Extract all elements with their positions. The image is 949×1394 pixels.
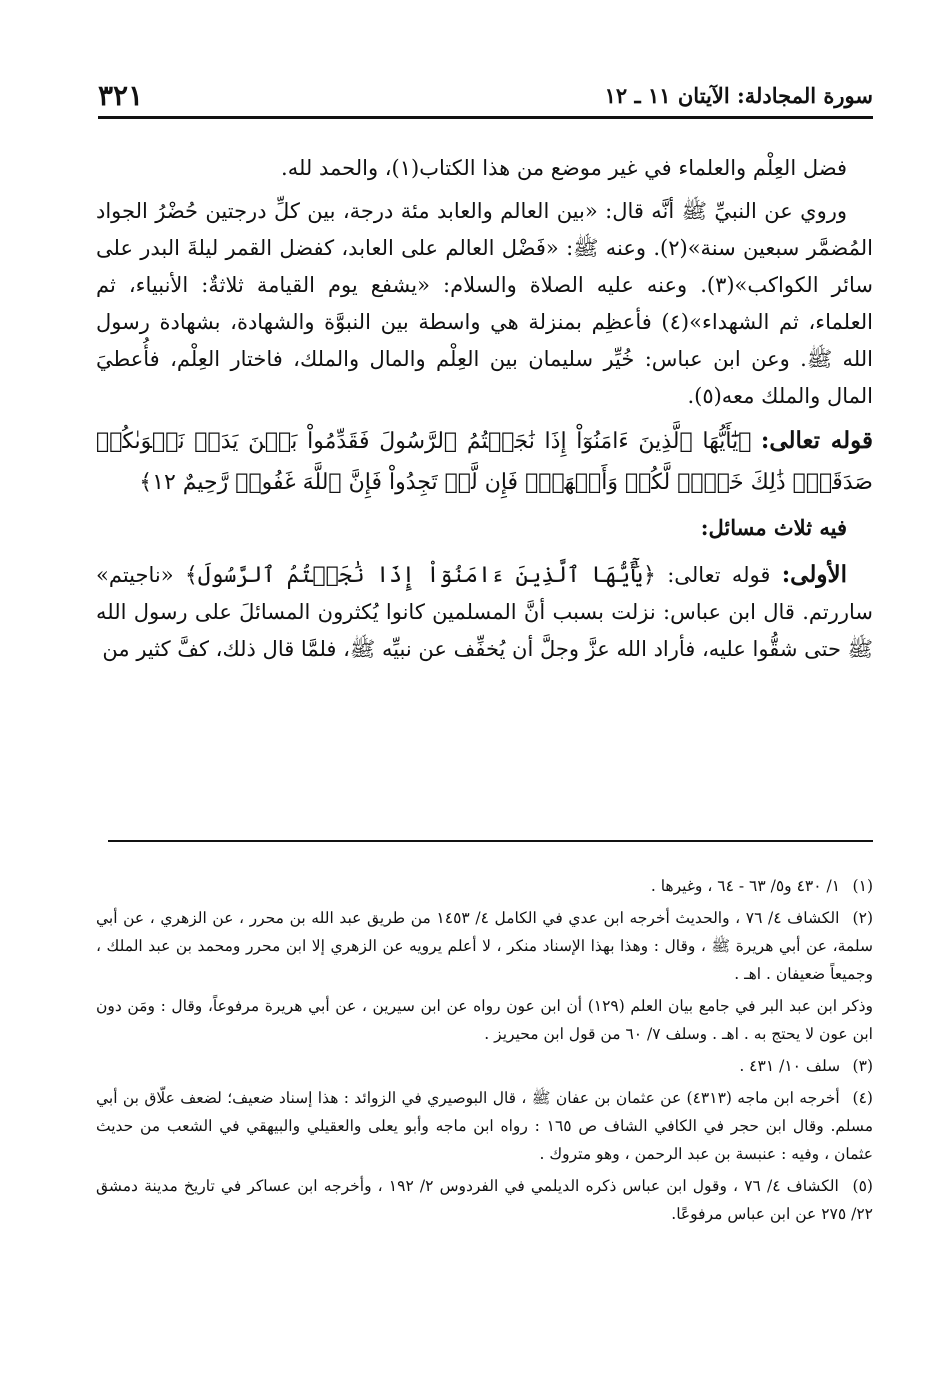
running-title: سورة المجادلة: الآيتان ١١ ـ ١٢ (604, 83, 873, 108)
footnotes (96, 872, 873, 1232)
footnote-3-number: (٣) (852, 1057, 873, 1075)
paragraph-2: وروي عن النبيِّ ﷺ أنَّه قال: «بين العالم والعابد مئة درجة، بين كلِّ درجتين حُضْرُ الجواد المُضمَّر سبعين سنة»(٢). وعنه ﷺ: «فَضْل العالم على العابد، كفضل القمر ليلةَ البدر على سائر الكواكب»(٣). وعنه عليه الصلاة والسلام: «يشفع يوم القيامة ثلاثةٌ: الأنبياء، ثم العلماء، ثم الشهداء»(٤) فأعظِم بمنزلة هي واسطة بين النبوَّة والشهادة، بشهادة رسول الله ﷺ. وعن ابن عباس: خُيِّر سليمان بين العِلْم والمال والملك، فاختار العِلْم، فأُعطيَ المال والملك معه(٥). (96, 199, 873, 408)
footnote-5 (96, 1172, 873, 1228)
footnote-5-number: (٥) (852, 1177, 873, 1195)
page-number: ٣٢١ (98, 79, 144, 112)
paragraph-1: فضل العِلْم والعلماء في غير موضع من هذا الكتاب(١)، والحمد لله. (281, 156, 847, 180)
main-text (96, 150, 873, 674)
footnote-4-text: أخرجه ابن ماجه (٤٣١٣) عن عثمان بن عفان ﷺ ، قال البوصيري في الزوائد : هذا إسناد ضعيف؛ لضعف علّاق بن أبي مسلم. وقال ابن حجر في الكافي الشاف ص ١٦٥ : رواه ابن ماجه وأبو يعلى والعقيلي والبيهقي في الشعب من حديث عثمان ، وفيه : عنبسة بن عبد الرحمن ، وهو متروك . (96, 1089, 873, 1163)
question-1-text-a: قوله تعالى: (667, 563, 771, 587)
verse-block (96, 421, 873, 503)
footnote-4-number: (٤) (852, 1089, 873, 1107)
page-header (98, 66, 873, 114)
footnote-4 (96, 1084, 873, 1168)
verse-text: ﴿يَٰٓأَيُّهَا ٱلَّذِينَ ءَامَنُوٓاْ إِذَا نَٰجَيۡتُمُ ٱلرَّسُولَ فَقَدِّمُواْ بَيۡنَ يَدَيۡ نَجۡوَىٰكُمۡ صَدَقَةٗۚ ذَٰلِكَ خَيۡرٞ لَّكُمۡ وَأَطۡهَرُۚ فَإِن لَّمۡ تَجِدُواْ فَإِنَّ ٱللَّهَ غَفُورٞ رَّحِيمٌ ١٢﴾ (96, 429, 873, 495)
footnote-5-text: الكشاف ٤/ ٧٦ ، وقول ابن عباس ذكره الديلمي في الفردوس ٢/ ١٩٢ ، وأخرجه ابن عساكر في تاريخ مدينة دمشق ٢٢/ ٢٧٥ عن ابن عباس مرفوعًا. (96, 1177, 873, 1223)
footnote-2-text: الكشاف ٤/ ٧٦ ، والحديث أخرجه ابن عدي في الكامل ٤/ ١٤٥٣ من طريق عبد الله بن محرر ، عن الزهري ، عن أبي سلمة، عن أبي هريرة ﷺ ، وقال : وهذا بهذا الإسناد منكر ، لا أعلم يرويه عن الزهري إلا ابن محرر ومحمد بن عبد الملك ، وجميعاً ضعيفان . اهـ . (96, 909, 873, 983)
footnote-rule (108, 840, 873, 842)
verse-lead: قوله تعالى: (760, 427, 873, 454)
footnote-2-continuation: وذكر ابن عبد البر في جامع بيان العلم (١٢٩) أن ابن عون رواه عن ابن سيرين ، عن أبي هريرة مرفوعاً، وقال : ومَن دون ابن عون لا يحتج به . اهـ . وسلف ٧/ ٦٠ من قول ابن محيريز . (96, 997, 873, 1043)
footnote-1-text: ١/ ٤٣٠ و٥/ ٦٣ - ٦٤ ، وغيرها . (650, 877, 841, 895)
question-1-lead: الأولى: (781, 561, 847, 588)
question-1-text-b: «ناجيتم» ساررتم. قال ابن عباس: نزلت بسبب أنَّ المسلمين كانوا يُكثرون المسائلَ على رسول الله ﷺ حتى شقُّوا عليه، فأراد الله عزَّ وجلَّ أن يُخفِّف عن نبيِّه ﷺ، فلمَّا قال ذلك، كفَّ كثير من (96, 563, 873, 661)
question-1-verse: ﴿يَٰٓأَيُّهَا ٱلَّذِينَ ءَامَنُوٓاْ إِذَا نَٰجَيۡتُمُ ٱلرَّسُولَ﴾ (184, 563, 656, 588)
header-rule (98, 116, 873, 119)
footnote-1-number: (١) (852, 877, 873, 895)
section-subheading: فيه ثلاث مسائل: (700, 515, 847, 540)
footnote-3-text: سلف ١٠/ ٤٣١ . (739, 1057, 841, 1075)
footnote-2 (96, 904, 873, 988)
footnote-3 (96, 1052, 873, 1080)
question-1 (96, 556, 873, 668)
footnote-1 (96, 872, 873, 900)
footnote-2-number: (٢) (852, 909, 873, 927)
